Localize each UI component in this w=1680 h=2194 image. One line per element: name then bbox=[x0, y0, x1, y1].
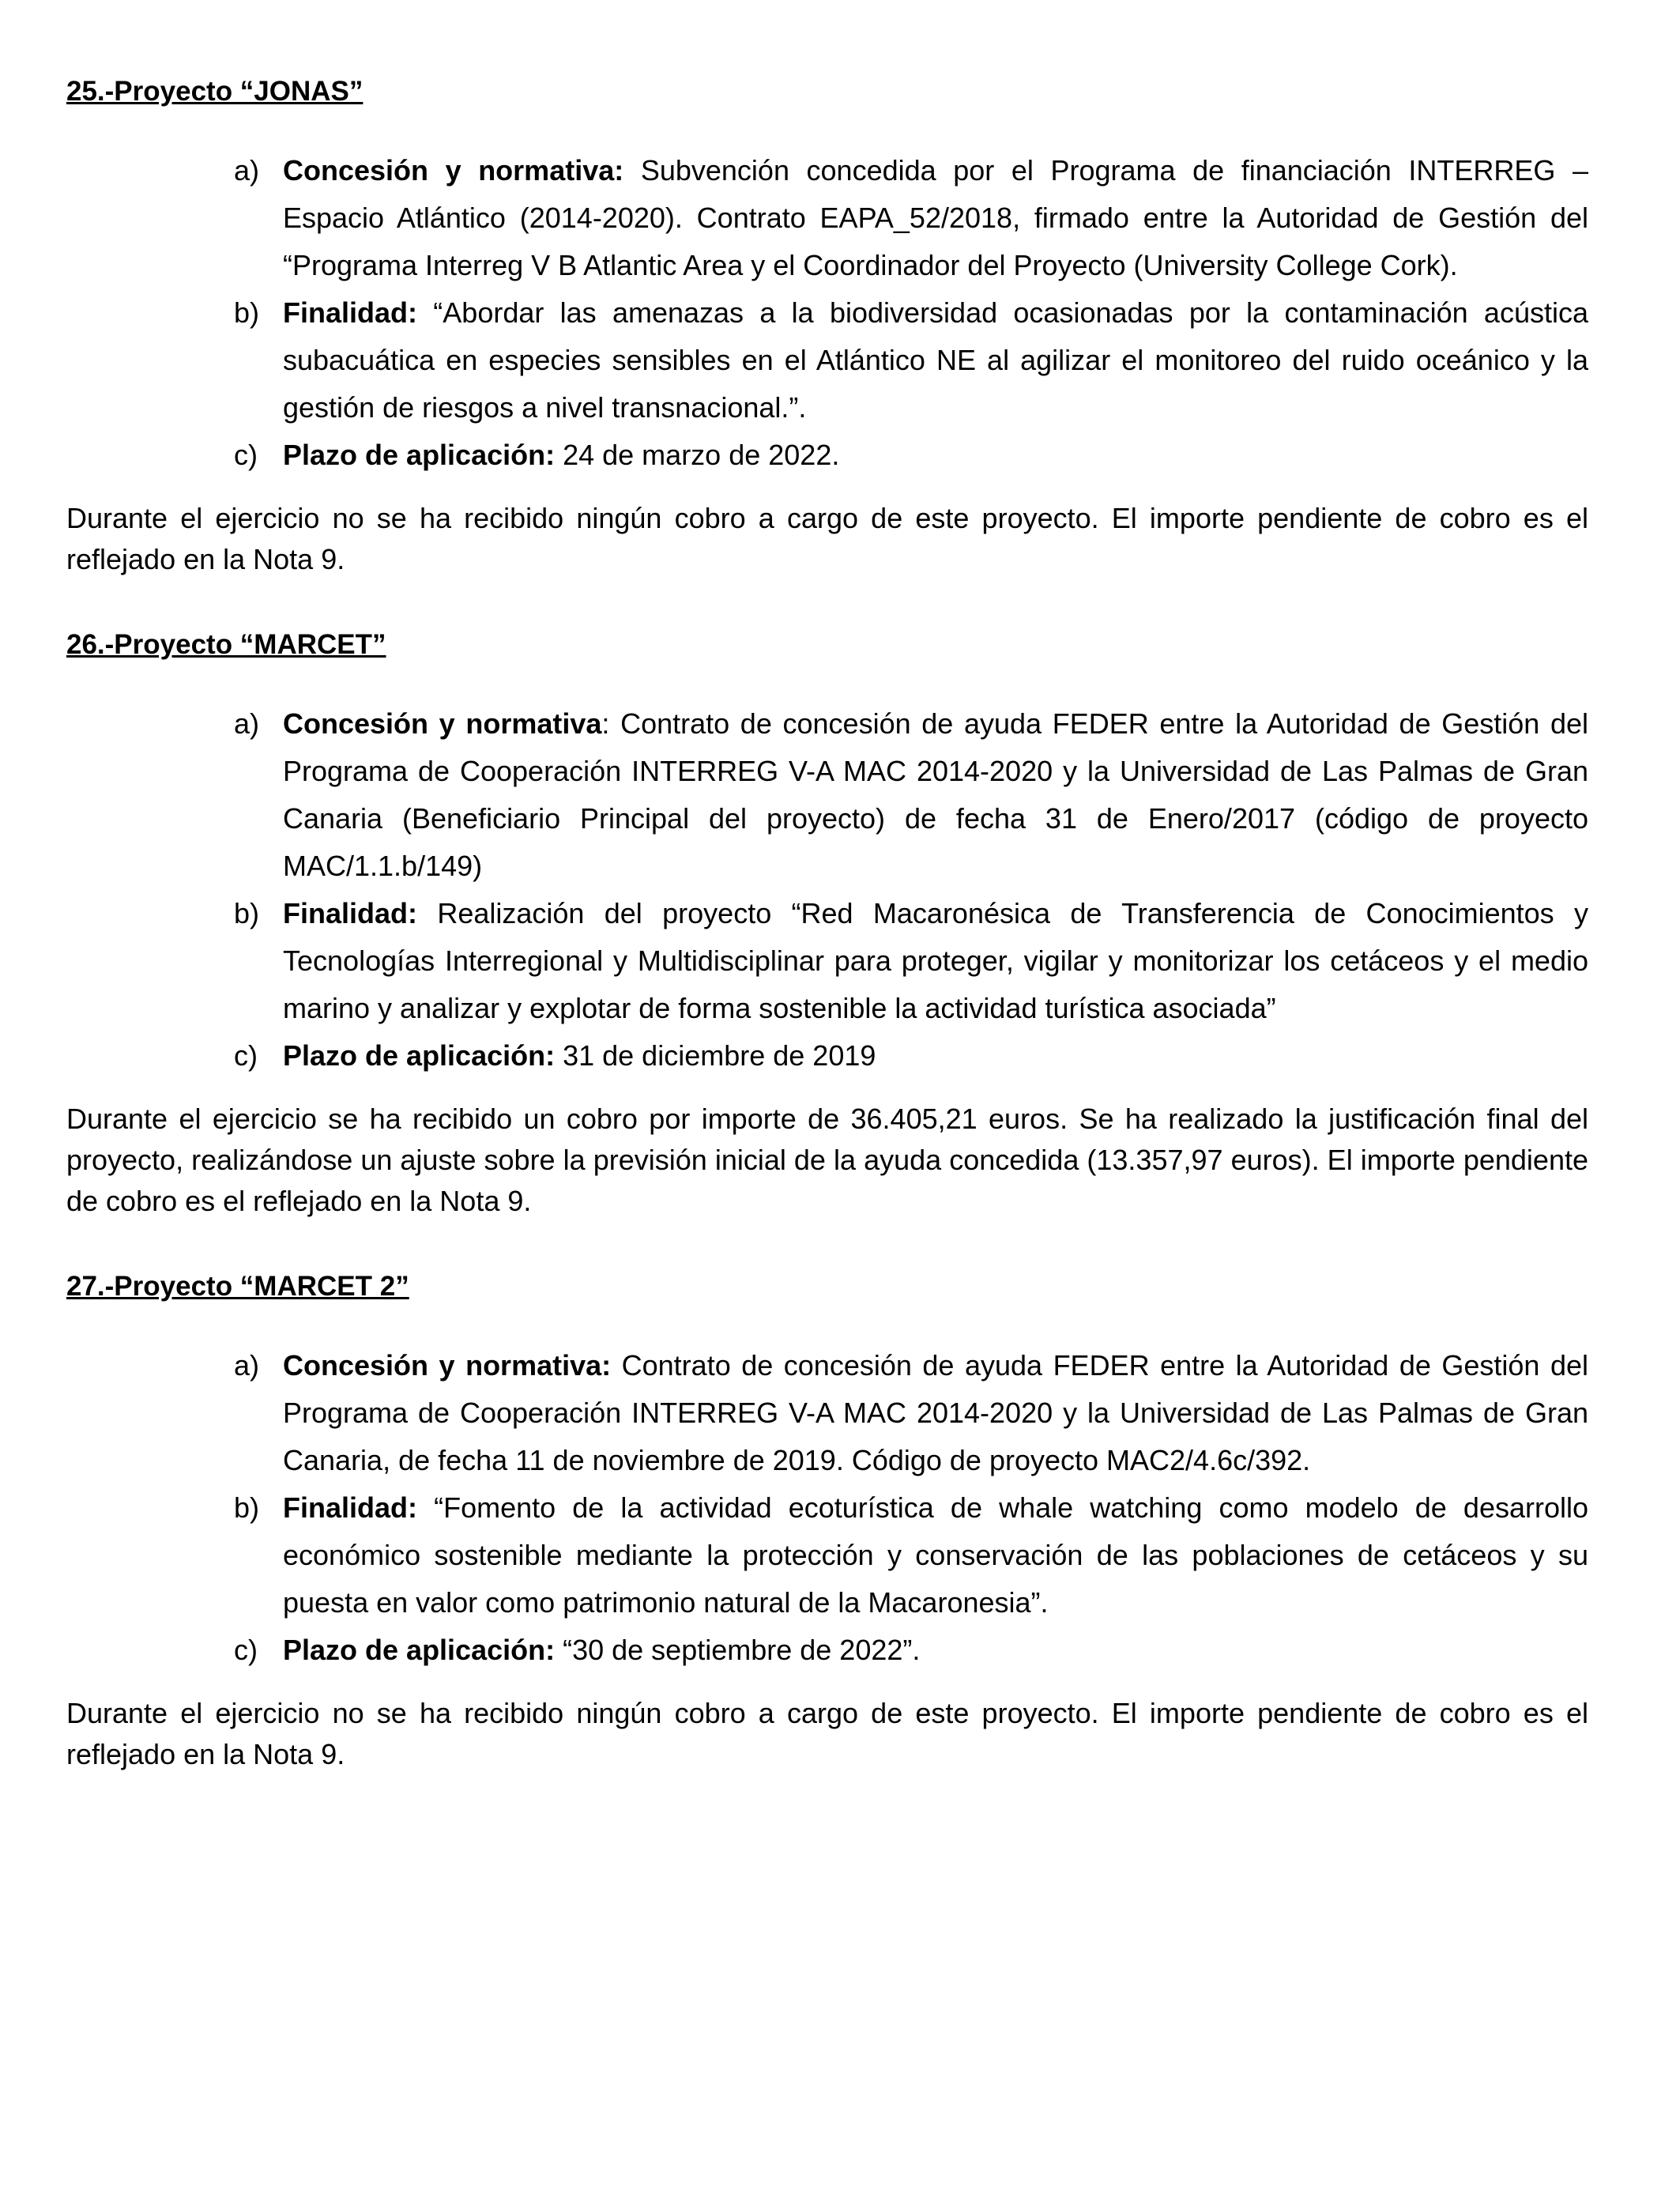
item-text: Subvención concedida por el Programa de financiación INTERREG – Espacio Atlántico (2014-2020). Contrato EAPA_52/2018, firmado entre la Autoridad de Gestión del “Programa Interreg V B Atlantic Area y el Coordinador del Proyecto (University College Cork). bbox=[283, 154, 1588, 281]
project-details-list bbox=[66, 1342, 1588, 1674]
list-marker: c) bbox=[234, 1634, 258, 1666]
list-marker: b) bbox=[234, 1491, 260, 1524]
item-label: Plazo de aplicación: bbox=[283, 439, 556, 471]
section-paragraph: Durante el ejercicio no se ha recibido ningún cobro a cargo de este proyecto. El importe pendiente de cobro es el reflejado en la Nota 9. bbox=[66, 1697, 1588, 1770]
item-text: 31 de diciembre de 2019 bbox=[555, 1039, 876, 1072]
document-page bbox=[66, 68, 1588, 1816]
item-text: : Contrato de concesión de ayuda FEDER entre la Autoridad de Gestión del Programa de Cooperación INTERREG V-A MAC 2014-2020 y la Universidad de Las Palmas de Gran Canaria (Beneficiario Principal del proyecto) de fecha 31 de Enero/2017 (código de proyecto MAC/1.1.b/149) bbox=[283, 707, 1589, 882]
project-section-jonas bbox=[66, 68, 1588, 580]
item-label: Concesión y normativa bbox=[283, 707, 602, 740]
item-text: “Fomento de la actividad ecoturística de whale watching como modelo de desarrollo económico sostenible mediante la protección y conservación de las poblaciones de cetáceos y su puesta en valor como patrimonio natural de la Macaronesia”. bbox=[283, 1491, 1588, 1619]
item-label: Plazo de aplicación: bbox=[283, 1039, 556, 1072]
list-item bbox=[66, 432, 1588, 479]
list-item bbox=[66, 1627, 1588, 1674]
project-section-marcet bbox=[66, 621, 1588, 1222]
item-text: Realización del proyecto “Red Macaronésica de Transferencia de Conocimientos y Tecnologías Interregional y Multidisciplinar para proteger, vigilar y monitorizar los cetáceos y el medio marino y analizar y explotar de forma sostenible la actividad turística asociada” bbox=[283, 897, 1588, 1024]
section-paragraph: Durante el ejercicio no se ha recibido ningún cobro a cargo de este proyecto. El importe pendiente de cobro es el reflejado en la Nota 9. bbox=[66, 502, 1588, 575]
item-label: Finalidad: bbox=[283, 296, 417, 329]
project-section-marcet-2 bbox=[66, 1263, 1588, 1775]
section-heading: 27.-Proyecto “MARCET 2” bbox=[66, 1271, 409, 1302]
list-marker: c) bbox=[234, 1039, 258, 1072]
list-item bbox=[66, 1484, 1588, 1627]
list-marker: a) bbox=[234, 154, 260, 187]
section-heading: 25.-Proyecto “JONAS” bbox=[66, 76, 363, 107]
list-item bbox=[66, 1032, 1588, 1080]
item-label: Concesión y normativa: bbox=[283, 1349, 612, 1382]
list-item bbox=[66, 890, 1588, 1032]
item-text: “30 de septiembre de 2022”. bbox=[555, 1634, 921, 1666]
list-marker: c) bbox=[234, 439, 258, 471]
list-marker: a) bbox=[234, 707, 260, 740]
item-label: Concesión y normativa: bbox=[283, 154, 624, 187]
list-marker: b) bbox=[234, 296, 260, 329]
item-text: 24 de marzo de 2022. bbox=[555, 439, 840, 471]
list-item bbox=[66, 147, 1588, 289]
section-paragraph: Durante el ejercicio se ha recibido un cobro por importe de 36.405,21 euros. Se ha realizado la justificación final del proyecto, realizándose un ajuste sobre la previsión inicial de la ayuda concedida (13.357,97 euros). El importe pendiente de cobro es el reflejado en la Nota 9. bbox=[66, 1103, 1588, 1217]
list-item bbox=[66, 700, 1588, 890]
section-heading: 26.-Proyecto “MARCET” bbox=[66, 629, 386, 660]
item-label: Finalidad: bbox=[283, 1491, 417, 1524]
list-item bbox=[66, 1342, 1588, 1484]
list-item bbox=[66, 289, 1588, 432]
project-details-list bbox=[66, 700, 1588, 1080]
list-marker: a) bbox=[234, 1349, 260, 1382]
project-details-list bbox=[66, 147, 1588, 479]
item-label: Finalidad: bbox=[283, 897, 417, 929]
list-marker: b) bbox=[234, 897, 260, 929]
item-label: Plazo de aplicación: bbox=[283, 1634, 556, 1666]
item-text: Contrato de concesión de ayuda FEDER entre la Autoridad de Gestión del Programa de Cooperación INTERREG V-A MAC 2014-2020 y la Universidad de Las Palmas de Gran Canaria, de fecha 11 de noviembre de 2019. Código de proyecto MAC2/4.6c/392. bbox=[283, 1349, 1589, 1476]
item-text: “Abordar las amenazas a la biodiversidad ocasionadas por la contaminación acústica subacuática en especies sensibles en el Atlántico NE al agilizar el monitoreo del ruido oceánico y la gestión de riesgos a nivel transnacional.”. bbox=[283, 296, 1588, 424]
